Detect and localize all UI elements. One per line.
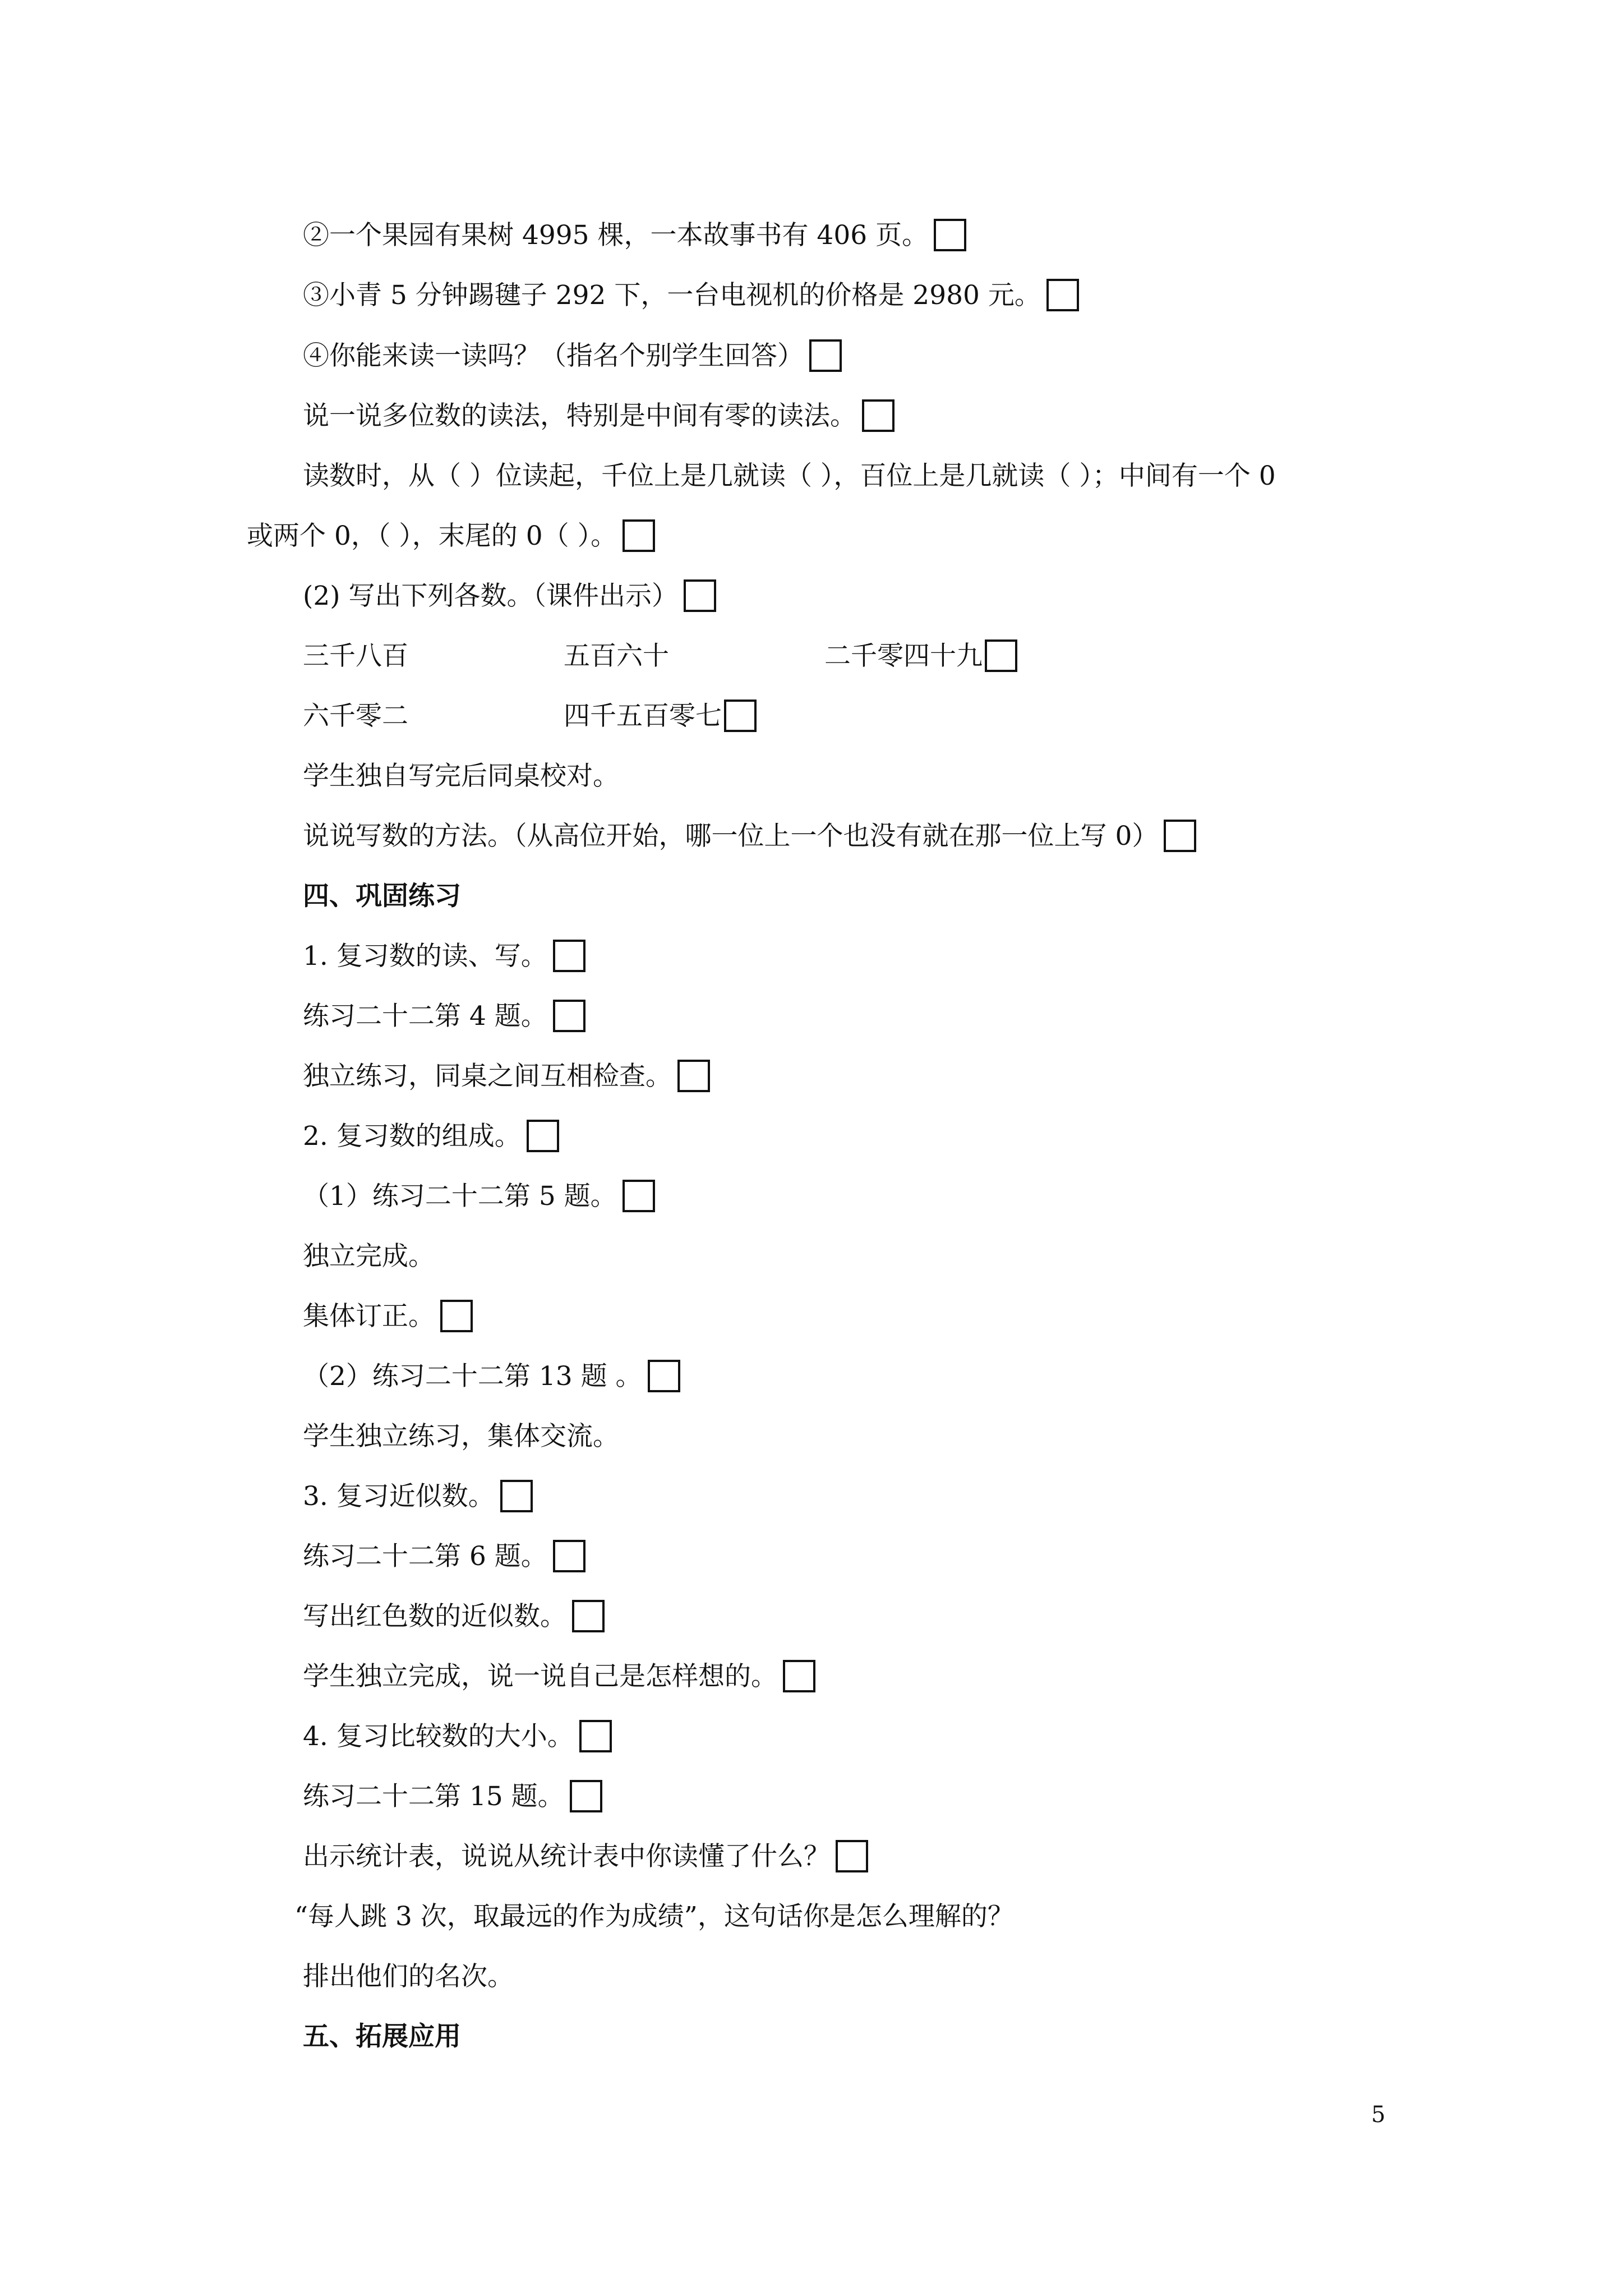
number-word: 六千零二 bbox=[303, 701, 408, 731]
answer-checkbox[interactable] bbox=[1164, 820, 1196, 852]
line-text: ③小青 5 分钟踢毽子 292 下，一台电视机的价格是 2980 元。 bbox=[303, 280, 1041, 311]
line-text: （2）练习二十二第 13 题 。 bbox=[303, 1361, 642, 1392]
text-line bbox=[303, 1960, 514, 1994]
line-text: 排出他们的名次。 bbox=[303, 1961, 514, 1992]
answer-checkbox[interactable] bbox=[684, 579, 716, 612]
text-line bbox=[303, 1300, 473, 1333]
text-line bbox=[303, 459, 1276, 493]
text-line bbox=[303, 1780, 602, 1814]
line-text: ②一个果园有果树 4995 棵，一本故事书有 406 页。 bbox=[303, 220, 929, 251]
text-line bbox=[303, 1660, 815, 1694]
text-line bbox=[303, 1840, 868, 1874]
answer-checkbox[interactable] bbox=[1046, 279, 1079, 311]
answer-checkbox[interactable] bbox=[553, 1540, 585, 1572]
answer-checkbox[interactable] bbox=[724, 700, 757, 732]
answer-checkbox[interactable] bbox=[648, 1360, 680, 1392]
line-text: 学生独自写完后同桌校对。 bbox=[303, 761, 619, 792]
answer-checkbox[interactable] bbox=[553, 940, 585, 972]
line-text: “每人跳 3 次，取最远的作为成绩”，这句话你是怎么理解的？ bbox=[294, 1901, 1014, 1932]
line-text: 练习二十二第 6 题。 bbox=[303, 1541, 547, 1572]
line-text: 出示统计表，说说从统计表中你读懂了什么？ bbox=[303, 1841, 830, 1872]
text-line bbox=[303, 339, 842, 373]
answer-checkbox[interactable] bbox=[677, 1060, 710, 1092]
text-line bbox=[303, 1120, 559, 1153]
number-word: 三千八百 bbox=[303, 641, 408, 671]
line-text: 独立练习，同桌之间互相检查。 bbox=[303, 1061, 672, 1092]
answer-checkbox[interactable] bbox=[572, 1600, 605, 1632]
text-line bbox=[303, 399, 895, 433]
text-line bbox=[303, 1480, 533, 1513]
number-words-row bbox=[303, 639, 408, 673]
answer-checkbox[interactable] bbox=[570, 1780, 602, 1812]
text-line bbox=[303, 579, 716, 613]
line-text: 4. 复习比较数的大小。 bbox=[303, 1721, 574, 1752]
answer-checkbox[interactable] bbox=[623, 1180, 655, 1212]
answer-checkbox[interactable] bbox=[985, 639, 1017, 672]
text-line bbox=[303, 760, 619, 793]
answer-checkbox[interactable] bbox=[809, 339, 842, 372]
line-text: 3. 复习近似数。 bbox=[303, 1481, 495, 1512]
text-line bbox=[303, 1600, 605, 1634]
line-text: 练习二十二第 4 题。 bbox=[303, 1001, 547, 1032]
text-line bbox=[303, 1540, 585, 1573]
heading-text: 四、巩固练习 bbox=[303, 881, 461, 912]
number-word: 二千零四十九 bbox=[824, 641, 983, 671]
line-text: 独立完成。 bbox=[303, 1241, 435, 1272]
number-words-row bbox=[564, 700, 757, 733]
text-line bbox=[303, 1420, 619, 1453]
text-line bbox=[303, 1060, 710, 1093]
line-text: 1. 复习数的读、写。 bbox=[303, 941, 547, 972]
line-text: 学生独立完成，说一说自己是怎样想的。 bbox=[303, 1661, 777, 1692]
answer-checkbox[interactable] bbox=[553, 1000, 585, 1032]
line-text: 说说写数的方法。（从高位开始，哪一位上一个也没有就在那一位上写 0） bbox=[303, 821, 1159, 852]
answer-checkbox[interactable] bbox=[623, 519, 655, 552]
line-text: 练习二十二第 15 题。 bbox=[303, 1781, 564, 1812]
text-line bbox=[303, 820, 1196, 853]
line-text: 或两个 0，（ ），末尾的 0（ ）。 bbox=[247, 521, 617, 551]
line-text: 集体订正。 bbox=[303, 1301, 435, 1332]
line-text: 2. 复习数的组成。 bbox=[303, 1121, 521, 1152]
number-words-row bbox=[564, 639, 669, 673]
page-number: 5 bbox=[1371, 2102, 1386, 2128]
line-text: (2) 写出下列各数。（课件出示） bbox=[303, 581, 679, 611]
text-line bbox=[303, 1240, 435, 1273]
text-line bbox=[247, 519, 655, 553]
answer-checkbox[interactable] bbox=[579, 1720, 612, 1752]
section-heading bbox=[303, 880, 461, 913]
answer-checkbox[interactable] bbox=[862, 399, 895, 432]
text-line bbox=[303, 1180, 655, 1213]
number-words-row bbox=[303, 700, 408, 733]
answer-checkbox[interactable] bbox=[783, 1660, 815, 1692]
answer-checkbox[interactable] bbox=[527, 1120, 559, 1152]
line-text: 学生独立练习，集体交流。 bbox=[303, 1421, 619, 1452]
text-line bbox=[303, 279, 1079, 312]
line-text: ④你能来读一读吗？（指名个别学生回答） bbox=[303, 341, 804, 371]
text-line bbox=[303, 940, 585, 973]
answer-checkbox[interactable] bbox=[440, 1300, 473, 1332]
number-word: 四千五百零七 bbox=[564, 701, 722, 731]
heading-text: 五、拓展应用 bbox=[303, 2021, 461, 2052]
text-line bbox=[303, 1720, 612, 1754]
answer-checkbox[interactable] bbox=[836, 1840, 868, 1872]
answer-checkbox[interactable] bbox=[500, 1480, 533, 1512]
text-line bbox=[303, 1000, 585, 1033]
text-line bbox=[294, 1900, 1014, 1934]
answer-checkbox[interactable] bbox=[934, 219, 966, 251]
text-line bbox=[303, 219, 966, 252]
section-heading bbox=[303, 2020, 461, 2054]
text-line bbox=[303, 1360, 680, 1393]
line-text: （1）练习二十二第 5 题。 bbox=[303, 1181, 617, 1212]
number-words-row bbox=[824, 639, 1017, 673]
number-word: 五百六十 bbox=[564, 641, 669, 671]
line-text: 读数时，从（ ）位读起，千位上是几就读（ ），百位上是几就读（ ）；中间有一个 0 bbox=[303, 461, 1276, 491]
line-text: 说一说多位数的读法，特别是中间有零的读法。 bbox=[303, 401, 856, 431]
line-text: 写出红色数的近似数。 bbox=[303, 1601, 566, 1632]
